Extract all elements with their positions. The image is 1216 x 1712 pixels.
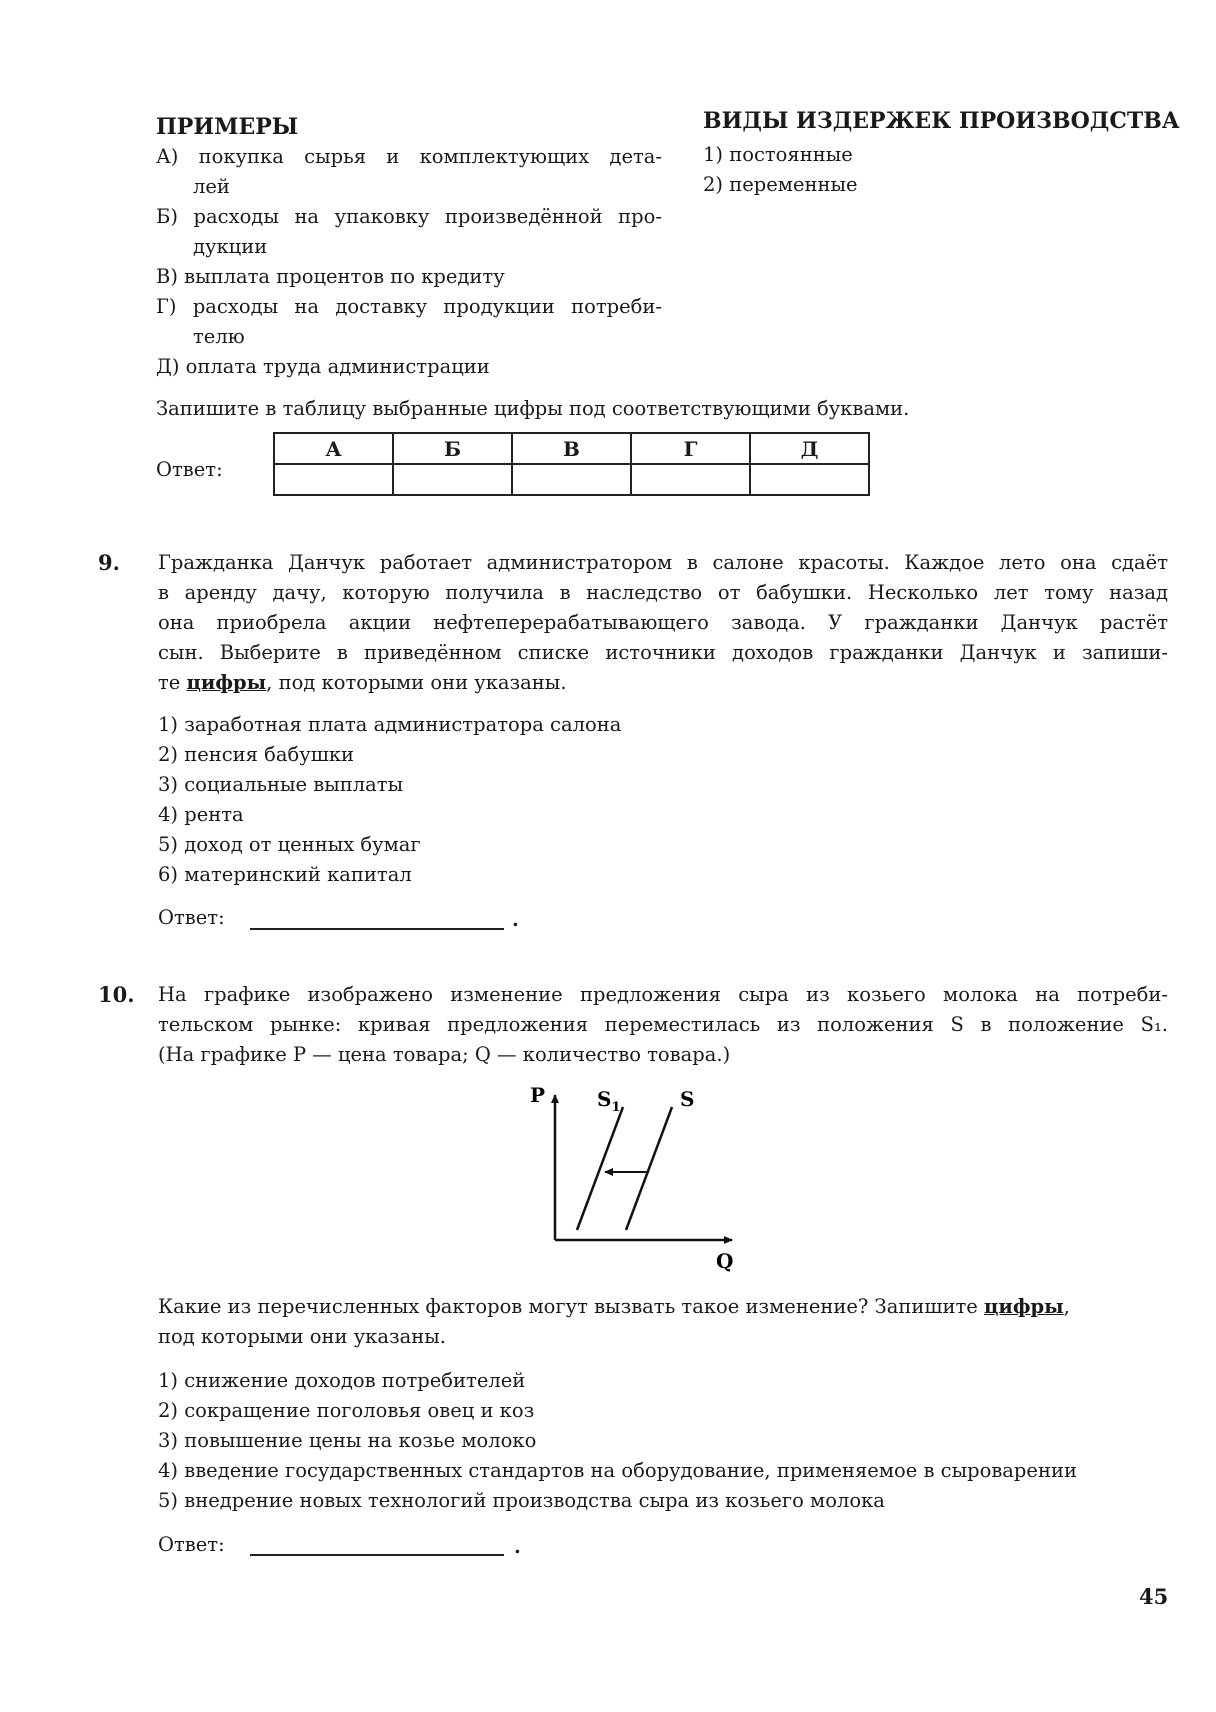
page-number: 45 bbox=[1139, 1584, 1169, 1609]
task9-answer-blank[interactable] bbox=[250, 908, 504, 930]
task10-answer-dot: . bbox=[514, 1535, 521, 1558]
task9-line5-start: те bbox=[158, 671, 187, 694]
task9-text-line-5 bbox=[158, 668, 567, 698]
curve-s1-subscript: 1 bbox=[611, 1100, 621, 1115]
curve-s1-label bbox=[597, 1087, 621, 1115]
task9-line5-end: , под которыми они указаны. bbox=[266, 671, 567, 694]
task10-question-line-2: под которыми они указаны. bbox=[158, 1325, 446, 1348]
task9-option-4: 4) рента bbox=[158, 803, 244, 826]
task9-emph-digits: цифры bbox=[186, 671, 267, 694]
task9-option-6: 6) материнский капитал bbox=[158, 863, 412, 886]
task8-instruction: Запишите в таблицу выбранные цифры под соответствующими буквами. bbox=[156, 397, 910, 420]
example-b-cont: дукции bbox=[193, 235, 268, 258]
task10-emph-digits: цифры bbox=[983, 1295, 1064, 1318]
task10-text-line-1: На графике изображено изменение предложения сыра из козьего молока на потреби- bbox=[158, 983, 1168, 1006]
task9-option-2: 2) пенсия бабушки bbox=[158, 743, 355, 766]
example-a: А) покупка сырья и комплектующих дета- bbox=[156, 145, 662, 168]
example-d-cont: телю bbox=[193, 325, 245, 348]
task10-text-line-3: (На графике P — цена товара; Q — количество товара.) bbox=[158, 1043, 731, 1066]
examples-header: ПРИМЕРЫ bbox=[156, 114, 299, 140]
answer-table bbox=[273, 432, 870, 496]
task9-option-5: 5) доход от ценных бумаг bbox=[158, 833, 421, 856]
answer-cell-v[interactable] bbox=[512, 464, 631, 495]
task10-text-line-2: тельском рынке: кривая предложения переместилась из положения S в положение S₁. bbox=[158, 1013, 1168, 1036]
example-e: Д) оплата труда администрации bbox=[156, 355, 490, 378]
curve-s1-letter: S bbox=[597, 1087, 612, 1111]
task10-number: 10. bbox=[98, 982, 135, 1007]
task9-number: 9. bbox=[98, 550, 120, 575]
task10-question-start: Какие из перечисленных факторов могут вызвать такое изменение? Запишите bbox=[158, 1295, 984, 1318]
task10-question-end: , bbox=[1063, 1295, 1070, 1318]
supply-curve-s1 bbox=[577, 1107, 623, 1230]
answer-cell-a[interactable] bbox=[274, 464, 393, 495]
curve-s-label: S bbox=[680, 1087, 695, 1111]
task10-answer-blank[interactable] bbox=[250, 1534, 504, 1556]
cost-types-header: ВИДЫ ИЗДЕРЖЕК ПРОИЗВОДСТВА bbox=[703, 108, 1180, 134]
cost-type-2: 2) переменные bbox=[703, 173, 858, 196]
task10-answer-label: Ответ: bbox=[158, 1533, 225, 1556]
task10-question-line-1 bbox=[158, 1292, 1070, 1322]
answer-table-header-d: Д bbox=[750, 433, 869, 464]
task9-answer-dot: . bbox=[512, 908, 519, 931]
example-c: В) выплата процентов по кредиту bbox=[156, 265, 505, 288]
task9-text-line-2: в аренду дачу, которую получила в наследство от бабушки. Несколько лет тому назад bbox=[158, 581, 1168, 604]
example-a-cont: лей bbox=[193, 175, 230, 198]
task10-option-5: 5) внедрение новых технологий производства сыра из козьего молока bbox=[158, 1489, 885, 1512]
answer-table-header-g: Г bbox=[631, 433, 750, 464]
task8-answer-label: Ответ: bbox=[156, 458, 223, 481]
supply-curve-s bbox=[626, 1107, 672, 1230]
answer-cell-d[interactable] bbox=[750, 464, 869, 495]
answer-cell-g[interactable] bbox=[631, 464, 750, 495]
cost-type-1: 1) постоянные bbox=[703, 143, 853, 166]
task9-text-line-1: Гражданка Данчук работает администратором в салоне красоты. Каждое лето она сдаёт bbox=[158, 551, 1168, 574]
answer-cell-b[interactable] bbox=[393, 464, 512, 495]
price-axis-label: P bbox=[530, 1083, 546, 1107]
task10-option-1: 1) снижение доходов потребителей bbox=[158, 1369, 526, 1392]
task9-option-1: 1) заработная плата администратора салона bbox=[158, 713, 622, 736]
task10-option-4: 4) введение государственных стандартов на оборудование, применяемое в сыроварении bbox=[158, 1459, 1077, 1482]
task9-option-3: 3) социальные выплаты bbox=[158, 773, 404, 796]
task9-text-line-3: она приобрела акции нефтеперерабатывающего завода. У гражданки Данчук растёт bbox=[158, 611, 1168, 634]
example-b: Б) расходы на упаковку произведённой про- bbox=[156, 205, 662, 228]
example-d: Г) расходы на доставку продукции потреби- bbox=[156, 295, 662, 318]
task9-answer-label: Ответ: bbox=[158, 906, 225, 929]
task10-option-2: 2) сокращение поголовья овец и коз bbox=[158, 1399, 535, 1422]
task10-option-3: 3) повышение цены на козье молоко bbox=[158, 1429, 537, 1452]
answer-table-header-a: А bbox=[274, 433, 393, 464]
answer-table-header-b: Б bbox=[393, 433, 512, 464]
answer-table-header-v: В bbox=[512, 433, 631, 464]
quantity-axis-label: Q bbox=[716, 1249, 734, 1273]
supply-shift-graph bbox=[520, 1075, 750, 1275]
task9-text-line-4: сын. Выберите в приведённом списке источники доходов гражданки Данчук и запиши- bbox=[158, 641, 1168, 664]
